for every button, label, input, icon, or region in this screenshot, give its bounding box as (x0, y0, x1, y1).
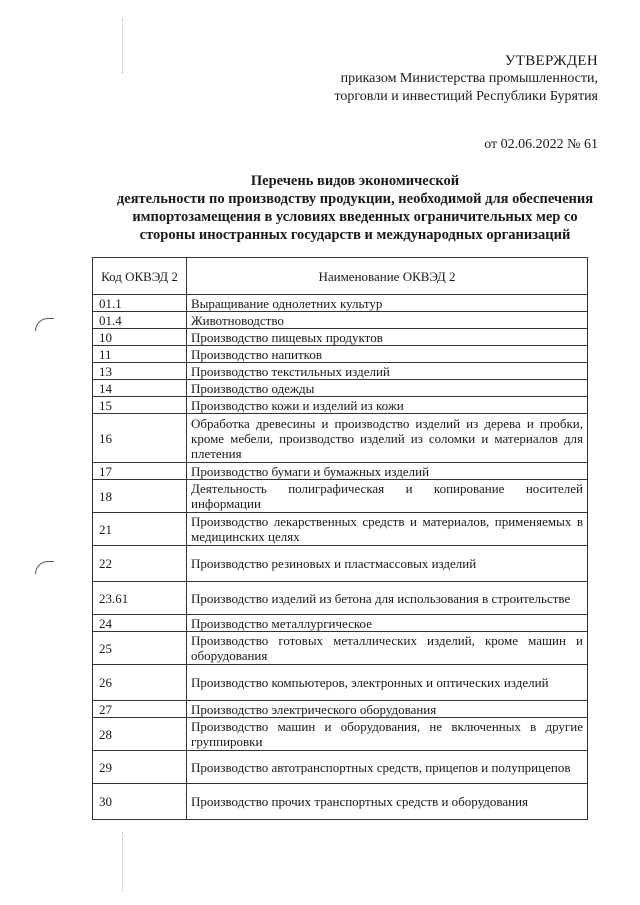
approval-order-line-1: приказом Министерства промышленности, (340, 71, 598, 86)
okved-name-cell: Производство изделий из бетона для использования в строительстве (187, 582, 588, 615)
table-row (93, 380, 588, 397)
table-row (93, 632, 588, 665)
binder-hole-mark-bottom (35, 561, 54, 574)
okved-name-cell: Деятельность полиграфическая и копирование носителей информации (187, 480, 588, 513)
table-row (93, 346, 588, 363)
okved-code-cell: 11 (93, 346, 187, 363)
okved-code-cell: 10 (93, 329, 187, 346)
table-row (93, 329, 588, 346)
table-row (93, 615, 588, 632)
title-line-2: деятельности по производству продукции, необходимой для обеспечения (116, 191, 594, 207)
okved-name-cell: Производство резиновых и пластмассовых изделий (187, 546, 588, 582)
okved-name-cell: Производство одежды (187, 380, 588, 397)
okved-code-cell: 26 (93, 665, 187, 701)
okved-name-cell: Животноводство (187, 312, 588, 329)
scan-artifact-dots-top (122, 18, 124, 73)
binder-hole-mark-top (35, 318, 54, 331)
okved-name-cell: Производство текстильных изделий (187, 363, 588, 380)
table-row (93, 784, 588, 820)
okved-name-cell: Производство лекарственных средств и материалов, применяемых в медицинских целях (187, 513, 588, 546)
okved-name-cell: Производство металлургическое (187, 615, 588, 632)
okved-name-cell: Производство компьютеров, электронных и оптических изделий (187, 665, 588, 701)
okved-code-cell: 25 (93, 632, 187, 665)
table-row (93, 397, 588, 414)
okved-name-cell: Производство пищевых продуктов (187, 329, 588, 346)
approval-date: от 02.06.2022 № 61 (484, 137, 598, 152)
table-row (93, 295, 588, 312)
okved-code-cell: 18 (93, 480, 187, 513)
okved-code-cell: 22 (93, 546, 187, 582)
okved-code-cell: 28 (93, 718, 187, 751)
okved-code-cell: 14 (93, 380, 187, 397)
table-row (93, 363, 588, 380)
scan-artifact-dots-bottom (122, 832, 124, 892)
table-row (93, 414, 588, 463)
table-row (93, 665, 588, 701)
table-row (93, 546, 588, 582)
title-line-3: импортозамещения в условиях введенных ограничительных мер со (132, 209, 578, 225)
okved-code-cell: 24 (93, 615, 187, 632)
table-row (93, 718, 588, 751)
okved-name-cell: Производство напитков (187, 346, 588, 363)
okved-name-cell: Производство автотранспортных средств, прицепов и полуприцепов (187, 751, 588, 784)
okved-code-cell: 23.61 (93, 582, 187, 615)
okved-code-cell: 27 (93, 701, 187, 718)
okved-code-cell: 16 (93, 414, 187, 463)
okved-name-cell: Производство машин и оборудования, не включенных в другие группировки (187, 718, 588, 751)
title-line-1: Перечень видов экономической (250, 173, 460, 189)
okved-table (92, 257, 588, 820)
okved-code-cell: 30 (93, 784, 187, 820)
okved-code-cell: 15 (93, 397, 187, 414)
column-header-name: Наименование ОКВЭД 2 (187, 258, 588, 295)
approved-heading: УТВЕРЖДЕН (504, 53, 598, 69)
table-row (93, 582, 588, 615)
okved-name-cell: Производство прочих транспортных средств и оборудования (187, 784, 588, 820)
table-row (93, 751, 588, 784)
okved-code-cell: 01.1 (93, 295, 187, 312)
okved-code-cell: 17 (93, 463, 187, 480)
okved-name-cell: Выращивание однолетних культур (187, 295, 588, 312)
okved-code-cell: 01.4 (93, 312, 187, 329)
okved-code-cell: 29 (93, 751, 187, 784)
column-header-code: Код ОКВЭД 2 (93, 258, 187, 295)
okved-name-cell: Производство бумаги и бумажных изделий (187, 463, 588, 480)
okved-name-cell: Производство кожи и изделий из кожи (187, 397, 588, 414)
okved-name-cell: Производство готовых металлических изделий, кроме машин и оборудования (187, 632, 588, 665)
approval-order-line-2: торговли и инвестиций Республики Бурятия (334, 89, 598, 104)
okved-name-cell: Обработка древесины и производство изделий из дерева и пробки, кроме мебели, производство изделий из соломки и материалов для плетения (187, 414, 588, 463)
table-header-row (93, 258, 588, 295)
table-row (93, 480, 588, 513)
table-row (93, 701, 588, 718)
title-line-4: стороны иностранных государств и международных организаций (139, 227, 571, 243)
okved-name-cell: Производство электрического оборудования (187, 701, 588, 718)
okved-code-cell: 21 (93, 513, 187, 546)
table-row (93, 513, 588, 546)
table-row (93, 312, 588, 329)
okved-code-cell: 13 (93, 363, 187, 380)
document-title (60, 172, 640, 244)
approval-stamp-block (334, 52, 598, 154)
table-row (93, 463, 588, 480)
